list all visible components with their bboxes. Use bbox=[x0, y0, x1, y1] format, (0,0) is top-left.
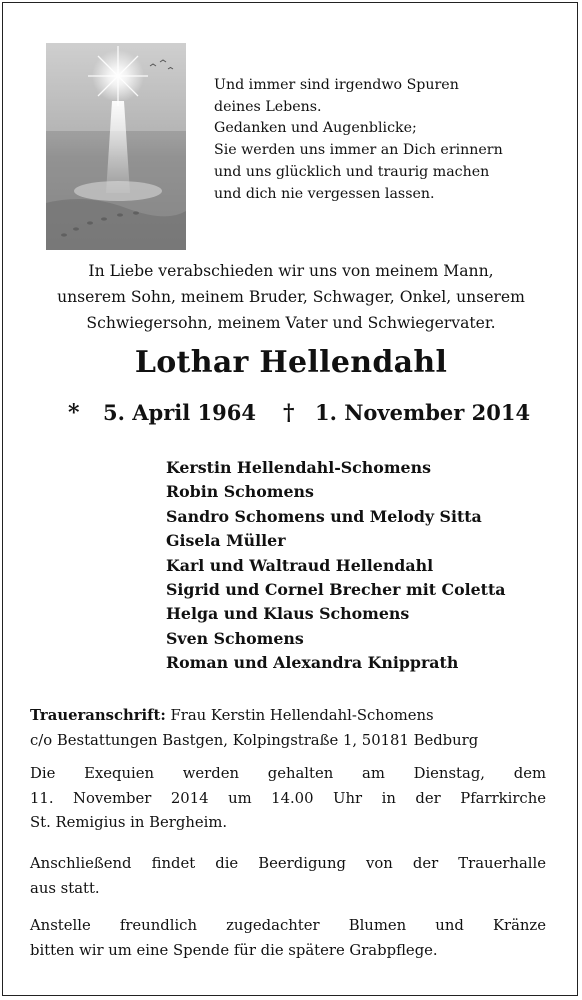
poem-line: Und immer sind irgendwo Spuren bbox=[214, 77, 459, 93]
burial-line: aus statt. bbox=[30, 879, 100, 897]
mourner-name: Kerstin Hellendahl-Schomens bbox=[166, 458, 431, 477]
address-label: Traueranschrift: bbox=[30, 707, 166, 724]
poem-line: deines Lebens. bbox=[214, 98, 322, 115]
intro-line: Schwiegersohn, meinem Vater und Schwiegervater. bbox=[86, 313, 496, 332]
poem bbox=[214, 75, 564, 205]
intro-line: In Liebe verabschieden wir uns von meinem Mann, bbox=[88, 262, 494, 280]
exequien-line: Die Exequien werden gehalten am Dienstag, dem bbox=[30, 765, 546, 782]
death-date: 1. November 2014 bbox=[315, 400, 531, 425]
exequien-paragraph bbox=[30, 762, 546, 836]
poem-line: und dich nie vergessen lassen. bbox=[214, 185, 435, 202]
mourner-name: Karl und Waltraud Hellendahl bbox=[166, 555, 434, 575]
intro-text bbox=[0, 259, 582, 336]
donation-line: bitten wir um eine Spende für die spätere Grabpflege. bbox=[30, 941, 438, 959]
address-recipient: Frau Kerstin Hellendahl-Schomens bbox=[165, 707, 434, 724]
deceased-name: Lothar Hellendahl bbox=[134, 345, 448, 380]
mourner-name: Robin Schomens bbox=[166, 482, 314, 502]
birth-date: 5. April 1964 bbox=[103, 400, 256, 425]
poem-line: Sie werden uns immer an Dich erinnern bbox=[214, 142, 503, 159]
mourners-list bbox=[166, 456, 566, 676]
mourner-name: Sigrid und Cornel Brecher mit Coletta bbox=[166, 580, 506, 600]
death-cross-symbol: † bbox=[283, 400, 295, 426]
burial-line: Anschließend findet die Beerdigung von der Trauerhalle bbox=[30, 855, 546, 872]
intro-line: unserem Sohn, meinem Bruder, Schwager, Onkel, unserem bbox=[57, 287, 525, 306]
donation-line: Anstelle freundlich zugedachter Blumen und Kränze bbox=[30, 917, 546, 934]
donation-paragraph bbox=[30, 914, 546, 963]
mourner-name: Sven Schomens bbox=[166, 628, 304, 648]
exequien-line: 11. November 2014 um 14.00 Uhr in der Pfarrkirche bbox=[30, 789, 546, 807]
poem-line: Gedanken und Augenblicke; bbox=[214, 120, 417, 137]
mourner-name: Gisela Müller bbox=[166, 531, 286, 551]
sea-sunset-photo bbox=[46, 43, 186, 250]
burial-paragraph bbox=[30, 852, 546, 901]
address-line: c/o Bestattungen Bastgen, Kolpingstraße 1, 50181 Bedburg bbox=[30, 732, 479, 749]
exequien-line: St. Remigius in Bergheim. bbox=[30, 814, 228, 831]
poem-line: und uns glücklich und traurig machen bbox=[214, 163, 490, 180]
mourning-address bbox=[30, 703, 560, 753]
mourner-name: Roman und Alexandra Knipprath bbox=[166, 653, 459, 673]
mourner-name: Helga und Klaus Schomens bbox=[166, 604, 410, 624]
birth-star-symbol: * bbox=[68, 400, 80, 426]
mourner-name: Sandro Schomens und Melody Sitta bbox=[166, 506, 482, 526]
